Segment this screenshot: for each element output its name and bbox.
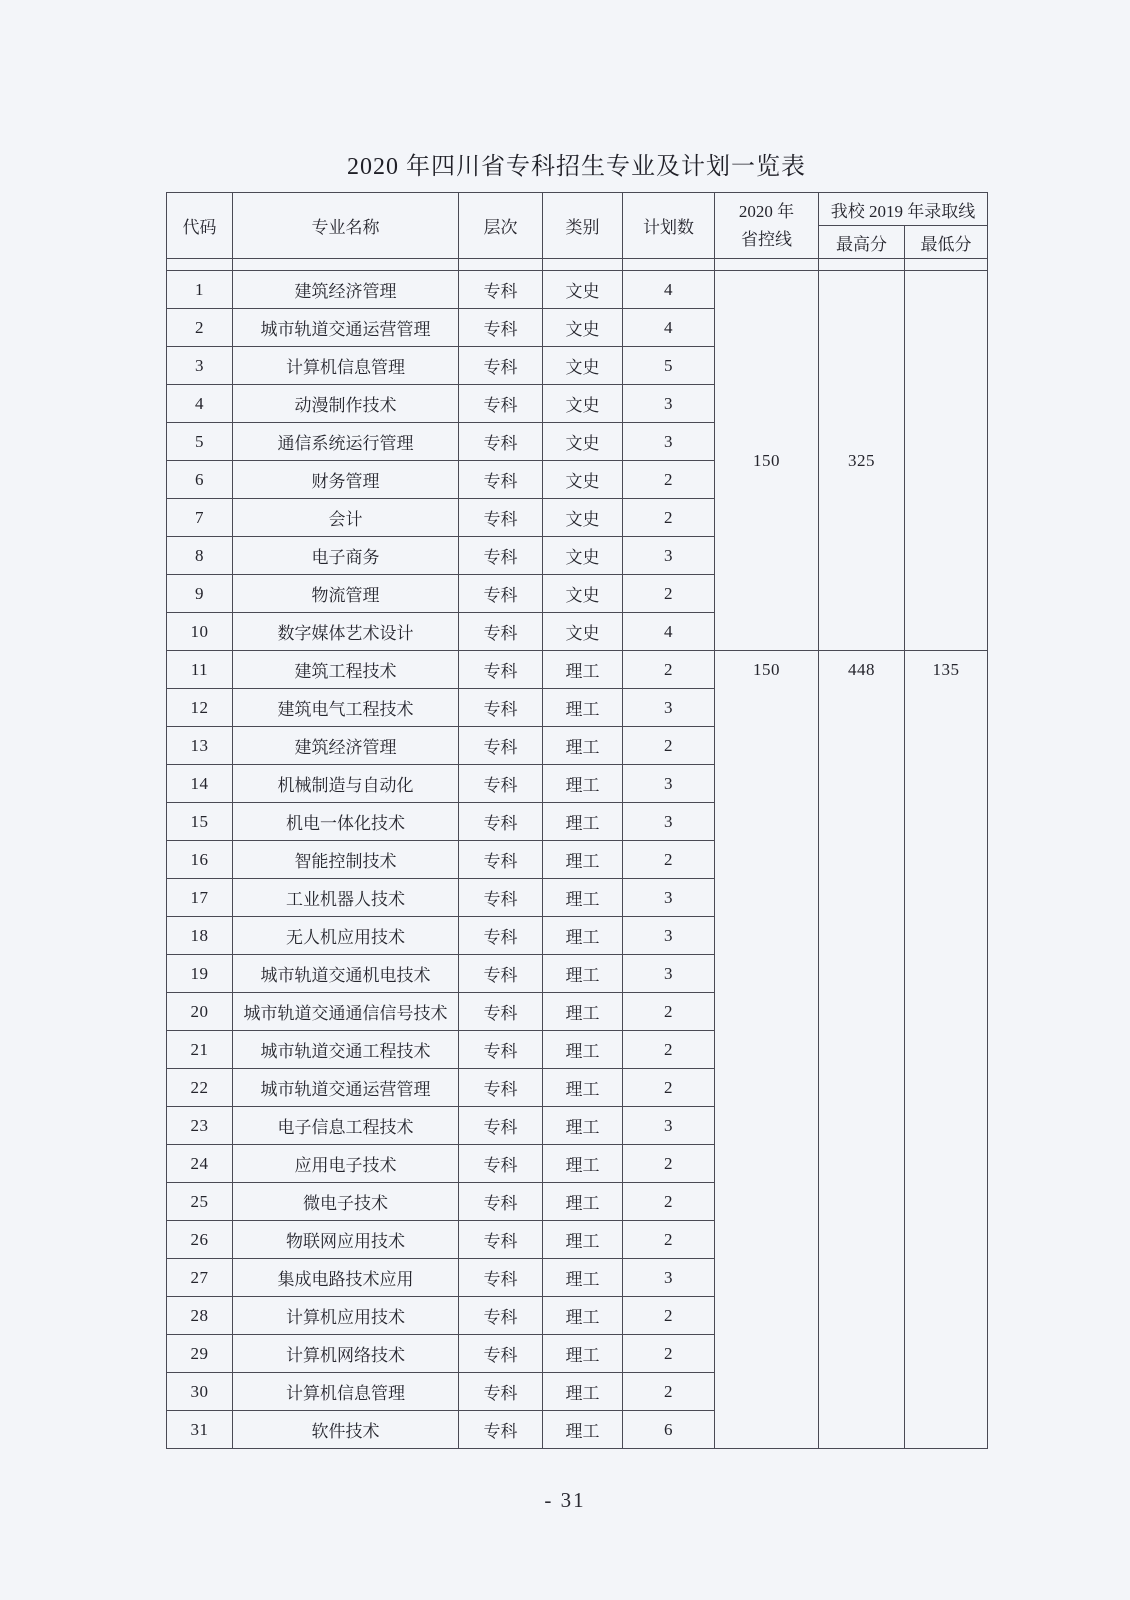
row-plan: 3 <box>623 955 715 993</box>
row-code: 19 <box>167 955 233 993</box>
row-plan: 2 <box>623 651 715 689</box>
row-code: 11 <box>167 651 233 689</box>
group-min-score <box>905 271 988 651</box>
row-code: 1 <box>167 271 233 309</box>
row-category: 理工 <box>543 1145 623 1183</box>
row-code: 7 <box>167 499 233 537</box>
row-category: 理工 <box>543 803 623 841</box>
row-code: 14 <box>167 765 233 803</box>
row-level: 专科 <box>459 1107 543 1145</box>
row-category: 理工 <box>543 993 623 1031</box>
spacer-cell <box>543 259 623 271</box>
row-code: 4 <box>167 385 233 423</box>
row-category: 文史 <box>543 309 623 347</box>
row-category: 理工 <box>543 1183 623 1221</box>
row-code: 17 <box>167 879 233 917</box>
row-major: 计算机信息管理 <box>233 1373 459 1411</box>
row-plan: 2 <box>623 1069 715 1107</box>
row-major: 机械制造与自动化 <box>233 765 459 803</box>
row-plan: 3 <box>623 917 715 955</box>
spacer-cell <box>715 259 819 271</box>
group-control-line: 150 <box>715 651 819 1449</box>
spacer-cell <box>819 259 905 271</box>
row-plan: 6 <box>623 1411 715 1449</box>
row-plan: 2 <box>623 1297 715 1335</box>
row-code: 27 <box>167 1259 233 1297</box>
row-category: 理工 <box>543 1373 623 1411</box>
row-level: 专科 <box>459 347 543 385</box>
row-level: 专科 <box>459 879 543 917</box>
row-level: 专科 <box>459 271 543 309</box>
row-code: 18 <box>167 917 233 955</box>
row-plan: 2 <box>623 1183 715 1221</box>
row-major: 建筑经济管理 <box>233 727 459 765</box>
row-level: 专科 <box>459 1259 543 1297</box>
row-category: 理工 <box>543 1335 623 1373</box>
row-plan: 2 <box>623 1335 715 1373</box>
row-plan: 3 <box>623 879 715 917</box>
row-category: 理工 <box>543 1069 623 1107</box>
table-header <box>167 193 988 259</box>
row-code: 2 <box>167 309 233 347</box>
row-major: 财务管理 <box>233 461 459 499</box>
row-plan: 2 <box>623 499 715 537</box>
row-category: 文史 <box>543 347 623 385</box>
row-code: 9 <box>167 575 233 613</box>
row-category: 文史 <box>543 499 623 537</box>
row-plan: 3 <box>623 1259 715 1297</box>
row-major: 建筑电气工程技术 <box>233 689 459 727</box>
group-max-score: 448 <box>819 651 905 1449</box>
header-control-line-label: 省控线 <box>741 229 792 249</box>
row-plan: 2 <box>623 1145 715 1183</box>
row-category: 文史 <box>543 423 623 461</box>
row-category: 理工 <box>543 841 623 879</box>
spacer-row <box>167 259 988 271</box>
row-level: 专科 <box>459 955 543 993</box>
row-category: 理工 <box>543 727 623 765</box>
row-category: 文史 <box>543 271 623 309</box>
row-level: 专科 <box>459 727 543 765</box>
row-category: 文史 <box>543 385 623 423</box>
row-level: 专科 <box>459 1069 543 1107</box>
header-row-1 <box>167 193 988 226</box>
row-plan: 3 <box>623 765 715 803</box>
row-code: 26 <box>167 1221 233 1259</box>
spacer-cell <box>905 259 988 271</box>
row-major: 微电子技术 <box>233 1183 459 1221</box>
row-level: 专科 <box>459 689 543 727</box>
row-category: 理工 <box>543 917 623 955</box>
group-max-score: 325 <box>819 271 905 651</box>
group-min-score: 135 <box>905 651 988 1449</box>
row-major: 无人机应用技术 <box>233 917 459 955</box>
row-plan: 2 <box>623 1031 715 1069</box>
row-level: 专科 <box>459 575 543 613</box>
row-code: 25 <box>167 1183 233 1221</box>
header-admission-2019: 我校 2019 年录取线 <box>819 193 988 226</box>
row-major: 建筑工程技术 <box>233 651 459 689</box>
row-plan: 4 <box>623 613 715 651</box>
row-plan: 2 <box>623 841 715 879</box>
row-plan: 2 <box>623 1373 715 1411</box>
row-major: 数字媒体艺术设计 <box>233 613 459 651</box>
row-major: 智能控制技术 <box>233 841 459 879</box>
row-level: 专科 <box>459 993 543 1031</box>
row-major: 计算机信息管理 <box>233 347 459 385</box>
row-level: 专科 <box>459 1031 543 1069</box>
row-plan: 3 <box>623 423 715 461</box>
row-plan: 3 <box>623 689 715 727</box>
row-level: 专科 <box>459 1183 543 1221</box>
row-category: 理工 <box>543 1259 623 1297</box>
row-category: 理工 <box>543 1107 623 1145</box>
row-code: 3 <box>167 347 233 385</box>
row-level: 专科 <box>459 461 543 499</box>
row-code: 16 <box>167 841 233 879</box>
row-plan: 3 <box>623 1107 715 1145</box>
table-body <box>167 259 988 1449</box>
row-major: 应用电子技术 <box>233 1145 459 1183</box>
group-control-line: 150 <box>715 271 819 651</box>
row-category: 理工 <box>543 1297 623 1335</box>
row-category: 文史 <box>543 575 623 613</box>
row-level: 专科 <box>459 613 543 651</box>
row-code: 5 <box>167 423 233 461</box>
table-row <box>167 651 988 689</box>
row-major: 软件技术 <box>233 1411 459 1449</box>
row-plan: 2 <box>623 993 715 1031</box>
row-level: 专科 <box>459 1335 543 1373</box>
row-code: 23 <box>167 1107 233 1145</box>
row-level: 专科 <box>459 803 543 841</box>
row-code: 15 <box>167 803 233 841</box>
row-plan: 3 <box>623 385 715 423</box>
row-major: 城市轨道交通工程技术 <box>233 1031 459 1069</box>
row-code: 20 <box>167 993 233 1031</box>
row-level: 专科 <box>459 841 543 879</box>
row-category: 理工 <box>543 1031 623 1069</box>
row-code: 28 <box>167 1297 233 1335</box>
row-category: 理工 <box>543 1221 623 1259</box>
row-plan: 2 <box>623 575 715 613</box>
row-category: 理工 <box>543 1411 623 1449</box>
row-plan: 2 <box>623 727 715 765</box>
row-category: 文史 <box>543 537 623 575</box>
row-code: 29 <box>167 1335 233 1373</box>
row-code: 21 <box>167 1031 233 1069</box>
row-major: 物流管理 <box>233 575 459 613</box>
enrollment-plan-table <box>166 192 988 1449</box>
row-code: 24 <box>167 1145 233 1183</box>
row-plan: 3 <box>623 803 715 841</box>
header-control-line-year: 2020 年 <box>738 201 795 221</box>
row-category: 理工 <box>543 955 623 993</box>
row-level: 专科 <box>459 1221 543 1259</box>
row-category: 文史 <box>543 461 623 499</box>
row-level: 专科 <box>459 1297 543 1335</box>
row-level: 专科 <box>459 537 543 575</box>
row-level: 专科 <box>459 423 543 461</box>
row-level: 专科 <box>459 651 543 689</box>
header-code: 代码 <box>167 193 233 259</box>
row-plan: 4 <box>623 271 715 309</box>
header-category: 类别 <box>543 193 623 259</box>
row-code: 22 <box>167 1069 233 1107</box>
row-major: 城市轨道交通机电技术 <box>233 955 459 993</box>
row-level: 专科 <box>459 765 543 803</box>
row-code: 13 <box>167 727 233 765</box>
page-title: 2020 年四川省专科招生专业及计划一览表 <box>347 154 806 180</box>
header-plan: 计划数 <box>623 193 715 259</box>
row-level: 专科 <box>459 385 543 423</box>
row-major: 机电一体化技术 <box>233 803 459 841</box>
header-max-score: 最高分 <box>819 226 905 259</box>
row-category: 文史 <box>543 613 623 651</box>
row-plan: 3 <box>623 537 715 575</box>
row-level: 专科 <box>459 309 543 347</box>
row-level: 专科 <box>459 1145 543 1183</box>
row-code: 30 <box>167 1373 233 1411</box>
row-major: 会计 <box>233 499 459 537</box>
row-code: 12 <box>167 689 233 727</box>
row-major: 城市轨道交通运营管理 <box>233 1069 459 1107</box>
row-major: 工业机器人技术 <box>233 879 459 917</box>
row-major: 建筑经济管理 <box>233 271 459 309</box>
row-major: 物联网应用技术 <box>233 1221 459 1259</box>
row-major: 计算机网络技术 <box>233 1335 459 1373</box>
row-category: 理工 <box>543 651 623 689</box>
row-level: 专科 <box>459 1411 543 1449</box>
header-major: 专业名称 <box>233 193 459 259</box>
row-plan: 4 <box>623 309 715 347</box>
row-major: 城市轨道交通运营管理 <box>233 309 459 347</box>
row-level: 专科 <box>459 917 543 955</box>
row-category: 理工 <box>543 765 623 803</box>
row-level: 专科 <box>459 1373 543 1411</box>
row-code: 6 <box>167 461 233 499</box>
row-category: 理工 <box>543 879 623 917</box>
spacer-cell <box>459 259 543 271</box>
row-code: 31 <box>167 1411 233 1449</box>
header-control-line <box>715 193 819 259</box>
row-level: 专科 <box>459 499 543 537</box>
row-code: 8 <box>167 537 233 575</box>
row-plan: 2 <box>623 461 715 499</box>
row-major: 集成电路技术应用 <box>233 1259 459 1297</box>
row-major: 电子信息工程技术 <box>233 1107 459 1145</box>
row-plan: 2 <box>623 1221 715 1259</box>
spacer-cell <box>167 259 233 271</box>
row-major: 通信系统运行管理 <box>233 423 459 461</box>
row-major: 计算机应用技术 <box>233 1297 459 1335</box>
header-min-score: 最低分 <box>905 226 988 259</box>
row-major: 电子商务 <box>233 537 459 575</box>
spacer-cell <box>623 259 715 271</box>
spacer-cell <box>233 259 459 271</box>
row-code: 10 <box>167 613 233 651</box>
row-major: 城市轨道交通通信信号技术 <box>233 993 459 1031</box>
row-major: 动漫制作技术 <box>233 385 459 423</box>
row-plan: 5 <box>623 347 715 385</box>
page-number: - 31 <box>544 1488 586 1512</box>
row-category: 理工 <box>543 689 623 727</box>
header-level: 层次 <box>459 193 543 259</box>
table-row <box>167 271 988 309</box>
